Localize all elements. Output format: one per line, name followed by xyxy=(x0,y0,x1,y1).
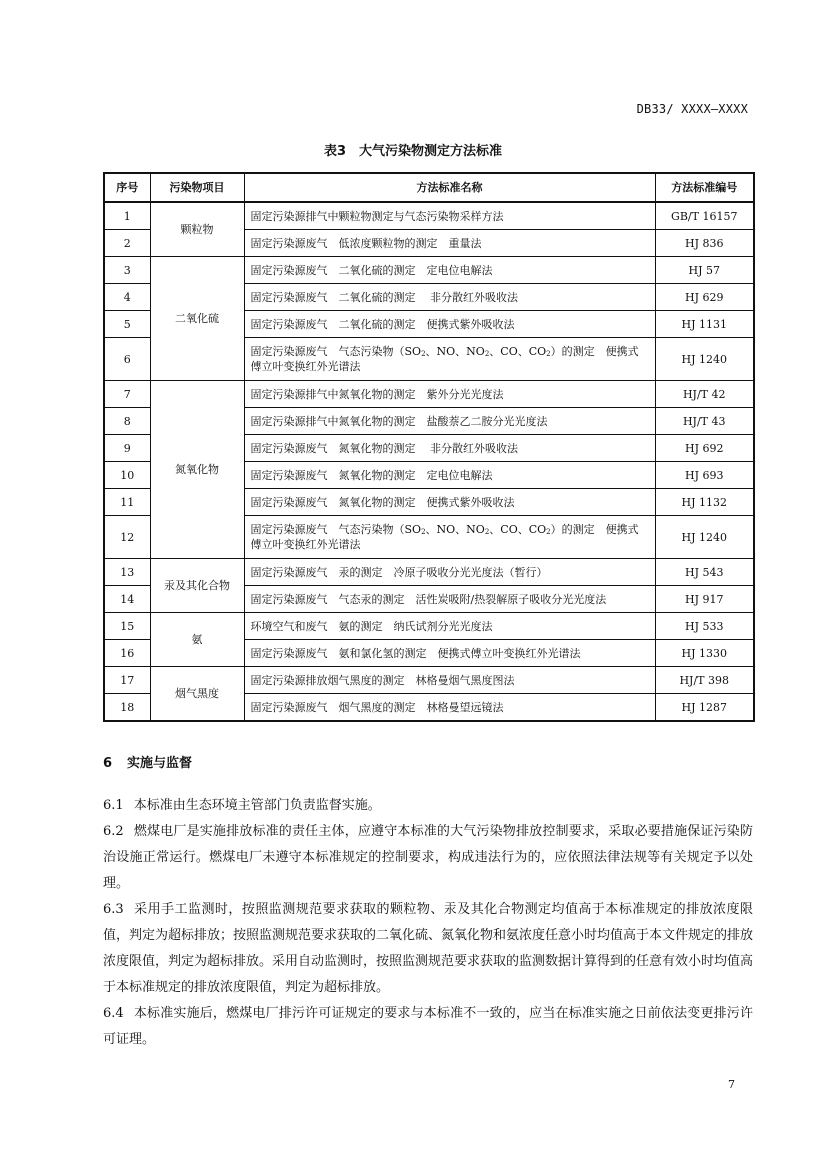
method-name-part: 、CO、CO xyxy=(489,523,547,536)
method-name-part: 、NO、NO xyxy=(425,345,485,358)
method-code: GB/T 16157 xyxy=(655,202,754,230)
method-name: 固定污染源排放烟气黑度的测定 林格曼烟气黑度图法 xyxy=(244,667,655,694)
method-name: 固定污染源排气中氮氧化物的测定 盐酸萘乙二胺分光光度法 xyxy=(244,408,655,435)
row-no: 14 xyxy=(104,586,150,613)
method-name-part: 、CO、CO xyxy=(489,345,547,358)
pollutant-ammonia: 氨 xyxy=(150,613,244,667)
method-name: 固定污染源废气 二氧化硫的测定 非分散红外吸收法 xyxy=(244,284,655,311)
row-no: 10 xyxy=(104,462,150,489)
table-row xyxy=(104,257,754,284)
method-name xyxy=(244,338,655,381)
clause-text: 本标准由生态环境主管部门负责监督实施。 xyxy=(133,798,381,813)
method-name: 固定污染源废气 二氧化硫的测定 定电位电解法 xyxy=(244,257,655,284)
row-no: 9 xyxy=(104,435,150,462)
method-code: HJ 1132 xyxy=(655,489,754,516)
page-number: 7 xyxy=(728,1078,735,1091)
method-code: HJ/T 42 xyxy=(655,381,754,408)
section-number: 6 xyxy=(103,756,113,771)
paragraph-6-1 xyxy=(103,793,753,819)
row-no: 13 xyxy=(104,559,150,586)
method-code: HJ/T 398 xyxy=(655,667,754,694)
table-row xyxy=(104,559,754,586)
method-code: HJ 917 xyxy=(655,586,754,613)
table-row xyxy=(104,202,754,230)
method-name-part: 固定污染源废气 气态污染物（SO xyxy=(250,345,422,358)
method-code: HJ 693 xyxy=(655,462,754,489)
subscript-2: 2 xyxy=(546,528,551,536)
paragraph-6-2 xyxy=(103,819,753,897)
subscript-2: 2 xyxy=(484,528,490,536)
method-name: 固定污染源废气 氮氧化物的测定 便携式紫外吸收法 xyxy=(244,489,655,516)
method-name: 固定污染源废气 氨和氯化氢的测定 便携式傅立叶变换红外光谱法 xyxy=(244,640,655,667)
subscript-2: 2 xyxy=(421,350,426,358)
row-no: 11 xyxy=(104,489,150,516)
paragraph-6-3 xyxy=(103,897,753,1001)
method-code: HJ 1330 xyxy=(655,640,754,667)
table-header-row xyxy=(104,173,754,202)
clause-text: 本标准实施后，燃煤电厂排污许可证规定的要求与本标准不一致的，应当在标准实施之日前依法变更排污许可证理。 xyxy=(103,1006,753,1047)
row-no: 6 xyxy=(104,338,150,381)
method-code: HJ/T 43 xyxy=(655,408,754,435)
method-code: HJ 57 xyxy=(655,257,754,284)
clause-number: 6.1 xyxy=(103,798,124,813)
method-name: 固定污染源排气中氮氧化物的测定 紫外分光光度法 xyxy=(244,381,655,408)
header-method-code: 方法标准编号 xyxy=(655,173,754,202)
clause-number: 6.4 xyxy=(103,1006,124,1021)
subscript-2: 2 xyxy=(546,350,551,358)
method-name: 固定污染源废气 气态汞的测定 活性炭吸附/热裂解原子吸收分光光度法 xyxy=(244,586,655,613)
clause-text: 采用手工监测时，按照监测规范要求获取的颗粒物、汞及其化合物测定均值高于本标准规定的排放浓度限值，判定为超标排放；按照监测规范要求获取的二氧化硫、氮氧化物和氨浓度任意小时均值高于本文件规定的排放浓度限值，判定为超标排放。采用自动监测时，按照监测规范要求获取的监测数据计算得到的任意有效小时均值高于本标准规定的排放浓度限值，判定为超标排放。 xyxy=(103,902,754,995)
method-name: 固定污染源排气中颗粒物测定与气态污染物采样方法 xyxy=(244,202,655,230)
row-no: 17 xyxy=(104,667,150,694)
method-name: 固定污染源废气 烟气黑度的测定 林格曼望远镜法 xyxy=(244,694,655,722)
row-no: 8 xyxy=(104,408,150,435)
section-heading xyxy=(103,752,192,771)
method-name: 环境空气和废气 氨的测定 纳氏试剂分光光度法 xyxy=(244,613,655,640)
method-standards-table xyxy=(103,172,755,722)
method-code: HJ 629 xyxy=(655,284,754,311)
method-name-part: ）的测定 便携式傅立叶变换红外光谱法 xyxy=(250,523,639,551)
row-no: 5 xyxy=(104,311,150,338)
clause-number: 6.3 xyxy=(103,902,124,917)
row-no: 16 xyxy=(104,640,150,667)
subscript-2: 2 xyxy=(484,350,490,358)
clause-text: 燃煤电厂是实施排放标准的责任主体，应遵守本标准的大气污染物排放控制要求，采取必要措施保证污染防治设施正常运行。燃煤电厂未遵守本标准规定的控制要求，构成违法行为的，应依照法律法规等有关规定予以处理。 xyxy=(103,824,753,891)
row-no: 18 xyxy=(104,694,150,722)
method-name: 固定污染源废气 二氧化硫的测定 便携式紫外吸收法 xyxy=(244,311,655,338)
method-name-part: ）的测定 便携式傅立叶变换红外光谱法 xyxy=(250,345,639,373)
method-code: HJ 1240 xyxy=(655,338,754,381)
pollutant-nox: 氮氧化物 xyxy=(150,381,244,559)
pollutant-mercury: 汞及其化合物 xyxy=(150,559,244,613)
paragraph-6-4 xyxy=(103,1001,753,1053)
section-title: 实施与监督 xyxy=(127,756,193,771)
method-code: HJ 1240 xyxy=(655,516,754,559)
row-no: 4 xyxy=(104,284,150,311)
method-name-part: 、NO、NO xyxy=(425,523,485,536)
subscript-2: 2 xyxy=(421,528,426,536)
method-name: 固定污染源废气 氮氧化物的测定 非分散红外吸收法 xyxy=(244,435,655,462)
header-method-name: 方法标准名称 xyxy=(244,173,655,202)
table-row xyxy=(104,613,754,640)
row-no: 2 xyxy=(104,230,150,257)
method-code: HJ 836 xyxy=(655,230,754,257)
row-no: 15 xyxy=(104,613,150,640)
row-no: 12 xyxy=(104,516,150,559)
table-row xyxy=(104,381,754,408)
method-code: HJ 533 xyxy=(655,613,754,640)
header-no: 序号 xyxy=(104,173,150,202)
method-name: 固定污染源废气 氮氧化物的测定 定电位电解法 xyxy=(244,462,655,489)
table-title: 表3 大气污染物测定方法标准 xyxy=(323,144,503,159)
method-code: HJ 692 xyxy=(655,435,754,462)
method-code: HJ 1131 xyxy=(655,311,754,338)
row-no: 3 xyxy=(104,257,150,284)
section-body xyxy=(103,793,753,1053)
document-code: DB33/ XXXX—XXXX xyxy=(636,102,748,116)
method-name xyxy=(244,516,655,559)
table-row xyxy=(104,667,754,694)
method-name-part: 固定污染源废气 气态污染物（SO xyxy=(250,523,422,536)
row-no: 1 xyxy=(104,202,150,230)
method-name: 固定污染源废气 低浓度颗粒物的测定 重量法 xyxy=(244,230,655,257)
clause-number: 6.2 xyxy=(103,824,124,839)
pollutant-so2: 二氧化硫 xyxy=(150,257,244,381)
method-code: HJ 543 xyxy=(655,559,754,586)
method-name: 固定污染源废气 汞的测定 冷原子吸收分光光度法（暂行） xyxy=(244,559,655,586)
pollutant-particulate: 颗粒物 xyxy=(150,202,244,257)
pollutant-smoke-blackness: 烟气黑度 xyxy=(150,667,244,722)
header-pollutant: 污染物项目 xyxy=(150,173,244,202)
row-no: 7 xyxy=(104,381,150,408)
method-code: HJ 1287 xyxy=(655,694,754,722)
